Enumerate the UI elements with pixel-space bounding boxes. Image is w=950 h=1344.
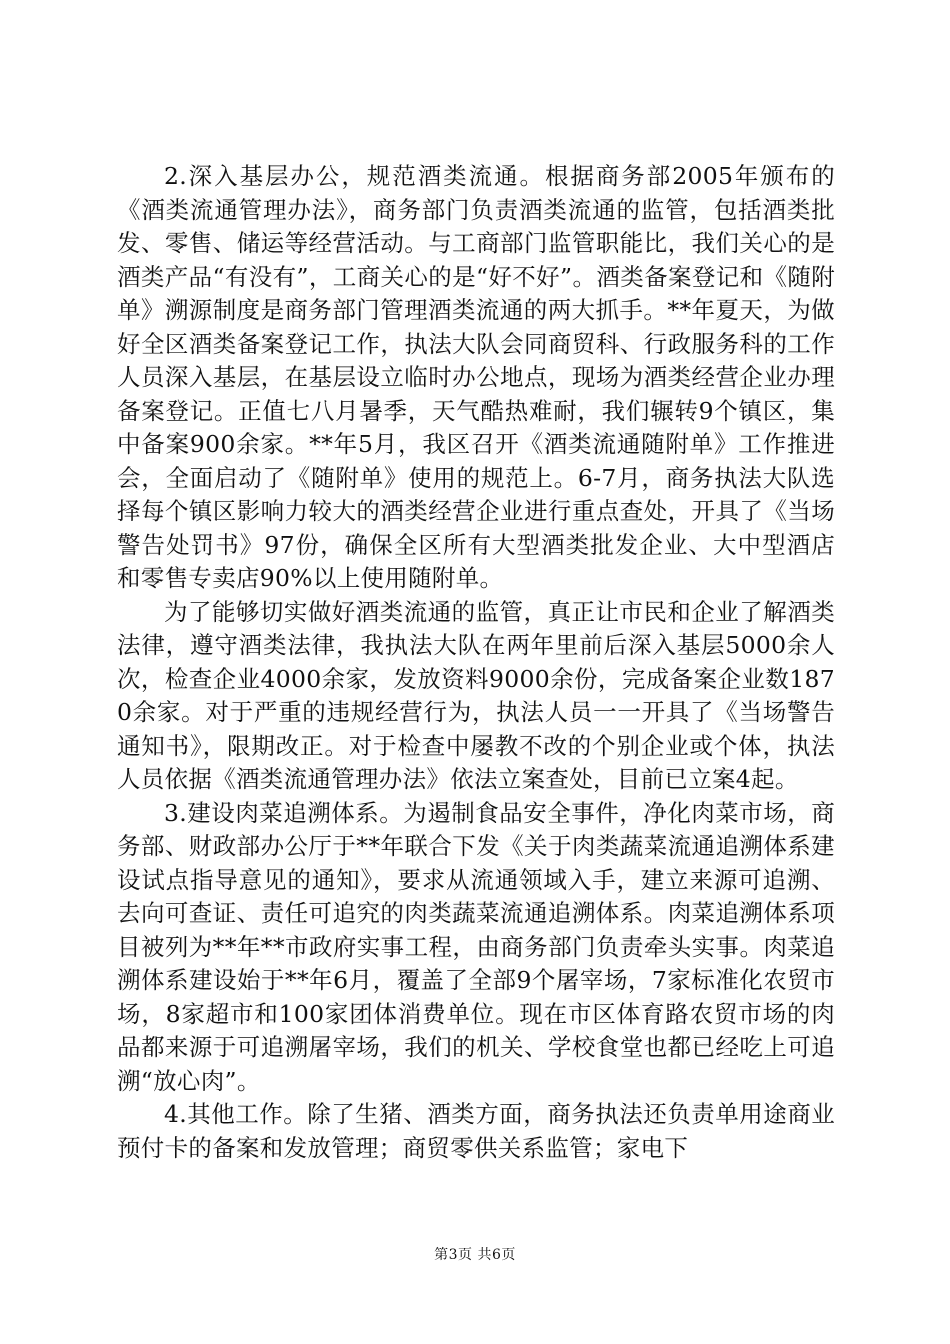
paragraph-other-work: 4.其他工作。除了生猪、酒类方面，商务执法还负责单用途商业预付卡的备案和发放管理；商贸零供关系监管；家电下	[117, 1100, 835, 1162]
paragraph-liquor-supervision: 为了能够切实做好酒类流通的监管，真正让市民和企业了解酒类法律，遵守酒类法律，我执法大队在两年里前后深入基层5000余人次，检查企业4000余家，发放资料9000余份，完成备案企业数1870余家。对于严重的违规经营行为，执法人员一一开具了《当场警告通知书》，限期改正。对于检查中屡教不改的个别企业或个体，执法人员依据《酒类流通管理办法》依法立案查处，目前已立案4起。	[117, 597, 835, 793]
paragraph-meat-vegetable-traceability: 3.建设肉菜追溯体系。为遏制食品安全事件，净化肉菜市场，商务部、财政部办公厅于**年联合下发《关于肉类蔬菜流通追溯体系建设试点指导意见的通知》，要求从流通领域入手，建立来源可追溯、去向可查证、责任可追究的肉类蔬菜流通追溯体系。肉菜追溯体系项目被列为**年**市政府实事工程，由商务部门负责牵头实事。肉菜追溯体系建设始于**年6月，覆盖了全部9个屠宰场，7家标准化农贸市场，8家超市和100家团体消费单位。现在市区体育路农贸市场的肉品都来源于可追溯屠宰场，我们的机关、学校食堂也都已经吃上可追溯“放心肉”。	[117, 798, 835, 1095]
page-footer: 第3页 共6页	[434, 1247, 516, 1263]
paragraph-liquor-circulation: 2.深入基层办公，规范酒类流通。根据商务部2005年颁布的《酒类流通管理办法》，商务部门负责酒类流通的监管，包括酒类批发、零售、储运等经营活动。与工商部门监管职能比，我们关心的是酒类产品“有没有”，工商关心的是“好不好”。酒类备案登记和《随附单》溯源制度是商务部门管理酒类流通的两大抓手。**年夏天，为做好全区酒类备案登记工作，执法大队会同商贸科、行政服务科的工作人员深入基层，在基层设立临时办公地点，现场为酒类经营企业办理备案登记。正值七八月暑季，天气酷热难耐，我们辗转9个镇区，集中备案900余家。**年5月，我区召开《酒类流通随附单》工作推进会，全面启动了《随附单》使用的规范上。6-7月，商务执法大队选择每个镇区影响力较大的酒类经营企业进行重点查处，开具了《当场警告处罚书》97份，确保全区所有大型酒类批发企业、大中型酒店和零售专卖店90%以上使用随附单。	[117, 162, 835, 592]
document-body	[117, 160, 835, 1165]
